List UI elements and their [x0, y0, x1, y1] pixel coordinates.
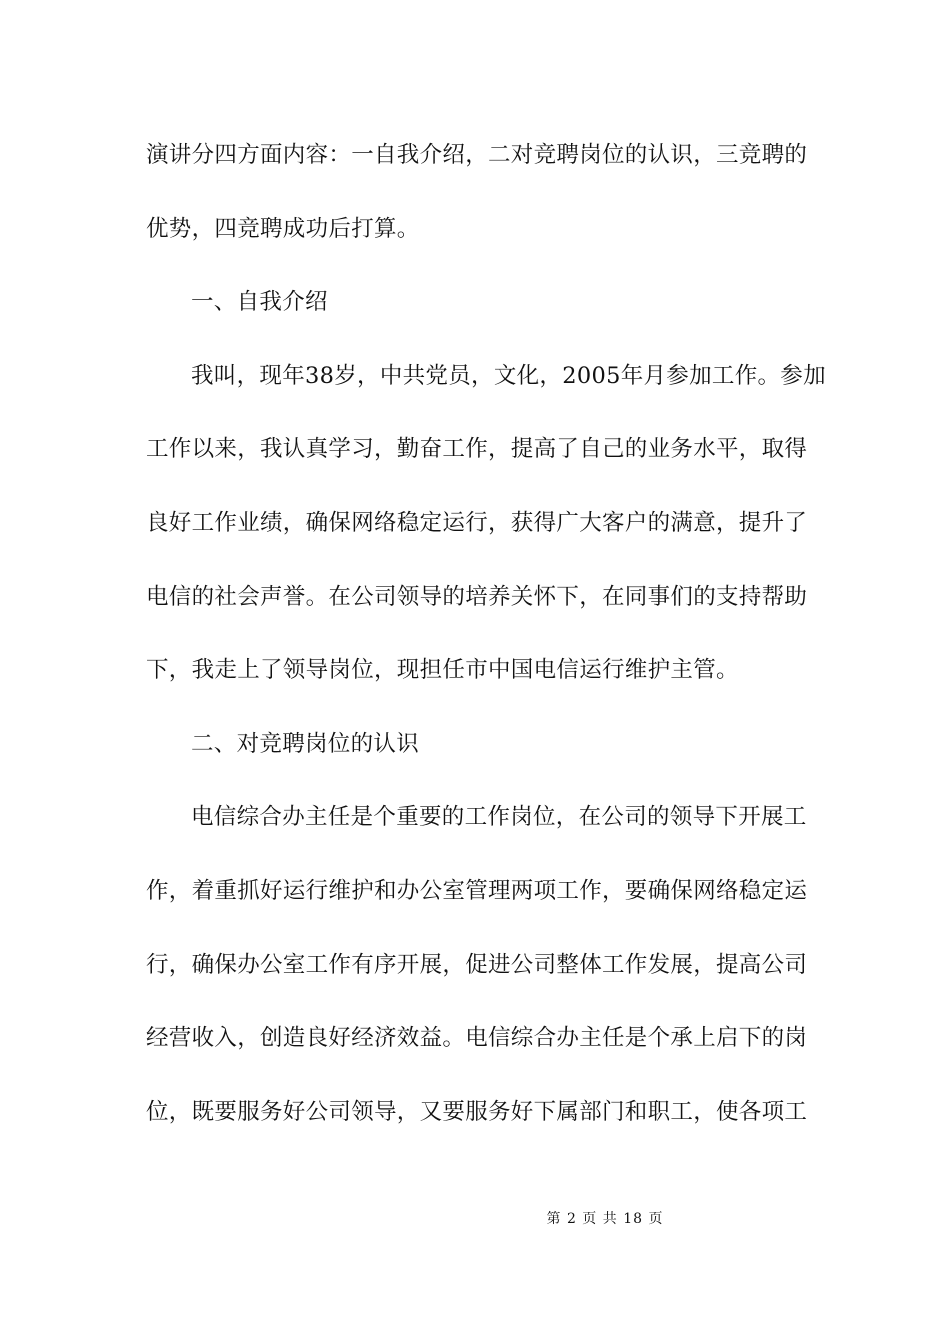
- document-body: [146, 130, 826, 1160]
- paragraph-line: 下，我走上了领导岗位，现担任市中国电信运行维护主管。: [146, 657, 739, 684]
- section-heading-self-introduction: 一、自我介绍: [191, 289, 328, 316]
- paragraph-line: 优势，四竞聘成功后打算。: [146, 215, 420, 242]
- page-number-footer: 第 2 页 共 18 页: [546, 1211, 664, 1227]
- paragraph-line: 位，既要服务好公司领导，又要服务好下属部门和职工，使各项工: [146, 1098, 808, 1125]
- paragraph-line: 经营收入，创造良好经济效益。电信综合办主任是个承上启下的岗: [146, 1025, 808, 1052]
- paragraph-line: 演讲分四方面内容：一自我介绍，二对竞聘岗位的认识，三竞聘的: [146, 142, 808, 168]
- paragraph-line: 电信综合办主任是个重要的工作岗位，在公司的领导下开展工: [191, 804, 807, 831]
- paragraph-line: 行，确保办公室工作有序开展，促进公司整体工作发展，提高公司: [146, 951, 808, 978]
- paragraph-line: 作，着重抓好运行维护和办公室管理两项工作，要确保网络稳定运: [146, 877, 808, 904]
- paragraph-line: 电信的社会声誉。在公司领导的培养关怀下，在同事们的支持帮助: [146, 583, 808, 610]
- section-heading-position-understanding: 二、对竞聘岗位的认识: [191, 730, 420, 757]
- paragraph-line: 工作以来，我认真学习，勤奋工作，提高了自己的业务水平，取得: [146, 436, 808, 463]
- paragraph-line: 良好工作业绩，确保网络稳定运行，获得广大客户的满意，提升了: [146, 509, 808, 536]
- paragraph-line: 我叫，现年38岁，中共党员，文化，2005年月参加工作。参加: [191, 362, 826, 389]
